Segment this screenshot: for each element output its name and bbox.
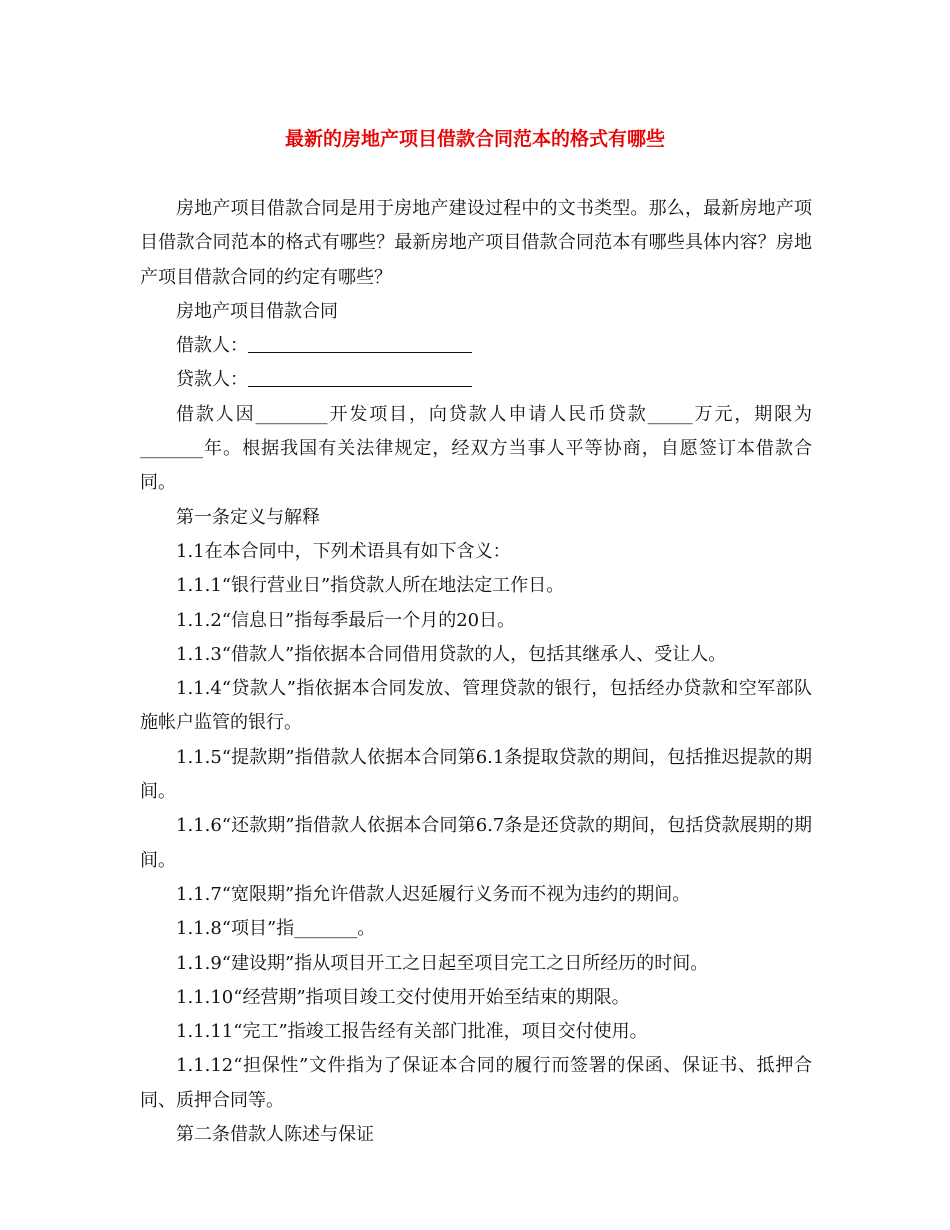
intro-paragraph: 房地产项目借款合同是用于房地产建设过程中的文书类型。那么，最新房地产项目借款合同范本的格式有哪些？最新房地产项目借款合同范本有哪些具体内容？房地产项目借款合同的约定有哪些？: [140, 198, 812, 288]
borrower-blank: [248, 334, 472, 353]
borrower-line: [140, 329, 812, 363]
clause-1-1-8: 1.1.8“项目”指_______。: [176, 918, 376, 940]
contract-title: 房地产项目借款合同: [176, 300, 338, 322]
preamble-paragraph: 借款人因________开发项目，向贷款人申请人民币贷款_____万元，期限为_______年。根据我国有关法律规定，经双方当事人平等协商，自愿签订本借款合同。: [140, 403, 812, 494]
clause-1-1: 1.1在本合同中，下列术语具有如下含义：: [176, 540, 511, 562]
clause-1-1-3: 1.1.3“借款人”指依据本合同借用贷款的人，包括其继承人、受让人。: [176, 643, 727, 665]
lender-blank: [248, 368, 472, 387]
borrower-label: 借款人：: [176, 335, 248, 357]
clause-1-1-9: 1.1.9“建设期”指从项目开工之日起至项目完工之日所经历的时间。: [176, 952, 709, 974]
clause-1-1-12: 1.1.12“担保性”文件指为了保证本合同的履行而签署的保函、保证书、抵押合同、质押合同等。: [140, 1055, 812, 1111]
clause-1-1-11: 1.1.11“完工”指竣工报告经有关部门批准，项目交付使用。: [176, 1021, 648, 1043]
article-1-heading: 第一条定义与解释: [176, 506, 320, 528]
document-body: [140, 192, 812, 1152]
clause-1-1-6: 1.1.6“还款期”指借款人依据本合同第6.7条是还贷款的期间，包括贷款展期的期间。: [140, 815, 812, 871]
clause-1-1-2: 1.1.2“信息日”指每季最后一个月的20日。: [176, 609, 516, 631]
clause-1-1-10: 1.1.10“经营期”指项目竣工交付使用开始至结束的期限。: [176, 986, 630, 1008]
document-title: 最新的房地产项目借款合同范本的格式有哪些: [284, 128, 665, 150]
lender-label: 贷款人：: [176, 369, 248, 391]
clause-1-1-5: 1.1.5“提款期”指借款人依据本合同第6.1条提取贷款的期间，包括推迟提款的期间。: [140, 746, 812, 803]
clause-1-1-4: 1.1.4“贷款人”指依据本合同发放、管理贷款的银行，包括经办贷款和空军部队施帐户监管的银行。: [140, 678, 812, 734]
article-2-heading: 第二条借款人陈述与保证: [176, 1124, 374, 1146]
clause-1-1-7: 1.1.7“宽限期”指允许借款人迟延履行义务而不视为违约的期间。: [176, 883, 691, 905]
lender-line: [140, 363, 812, 397]
clause-1-1-1: 1.1.1“银行营业日”指贷款人所在地法定工作日。: [176, 575, 565, 597]
